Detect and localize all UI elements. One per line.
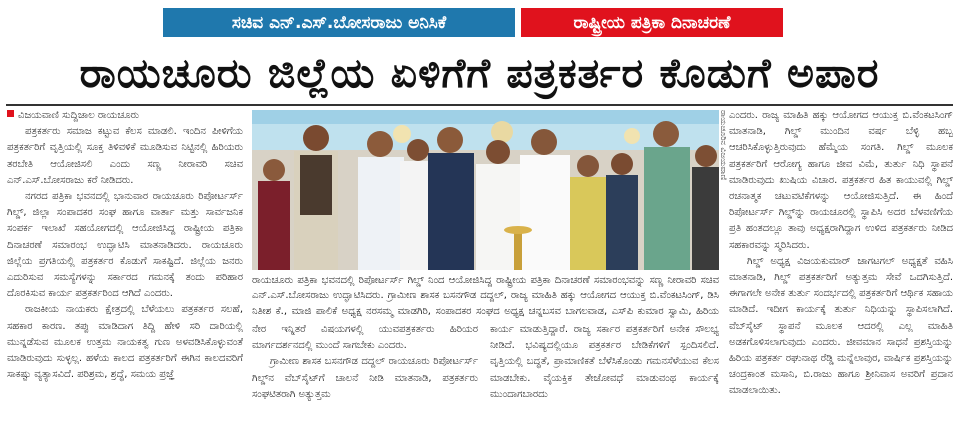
kicker-press-day <box>521 8 783 37</box>
article-paragraph: ನಗರದ ಪತ್ರಿಕಾ ಭವನದಲ್ಲಿ ಭಾನುವಾರ ರಾಯಚೂರು ರಿಪೋರ್ಟರ್ಸ್ ಗಿಲ್ಡ್, ಜಿಲ್ಲಾ ಸಂಪಾದಕರ ಸಂಘ ಹಾಗೂ ವಾರ್ತಾ ಮತ್ತು ಸಾರ್ವಜನಿಕ ಸಂಪರ್ಕ ಇಲಾಖೆ ಸಹಯೋಗದಲ್ಲಿ ಆಯೋಜಿಸಿದ್ದ ರಾಷ್ಟ್ರೀಯ ಪತ್ರಿಕಾ ದಿನಾಚರಣೆ ಸಮಾರಂಭ ಉದ್ಘಾಟಿಸಿ ಮಾತನಾಡಿದರು. ರಾಯಚೂರು ಜಿಲ್ಲೆಯ ಪ್ರಗತಿಯಲ್ಲಿ ಪತ್ರಕರ್ತರ ಕೊಡುಗೆ ಸಾಕಷ್ಟಿದೆ. ಜಿಲ್ಲೆಯ ಜನರು ಎದುರಿಸುವ ಸಮಸ್ಯೆಗಳನ್ನು ಸರ್ಕಾರದ ಗಮನಕ್ಕೆ ತಂದು ಪರಿಹಾರ ದೊರಕಿಸುವ ಕಾರ್ಯ ಪತ್ರಕರ್ತರಿಂದ ಆಗಿದೆ ಎಂದರು. <box>7 191 243 300</box>
article-paragraph: ರಾಜಕೀಯ ನಾಯಕರು ಕ್ಷೇತ್ರದಲ್ಲಿ ಬೆಳೆಯಲು ಪತ್ರಕರ್ತರ ಸಲಹೆ, ಸಹಕಾರ ಕಾರಣ. ತಪ್ಪು ಮಾಡಿದಾಗ ತಿದ್ದಿ ಹೇಳಿ ಸರಿ ದಾರಿಯಲ್ಲಿ ಮುನ್ನಡೆಸುವ ಮೂಲಕ ಉತ್ತಮ ನಾಯಕತ್ವ ಗುಣ ಅಳವಡಿಸಿಕೊಳ್ಳುವಂತೆ ಮಾಡಿರುವುದು ಸುಳ್ಳಲ್ಲ. ಹಳೆಯ ಕಾಲದ ಪತ್ರಕರ್ತರಿಗೆ ಈಗಿನ ಕಾಲದವರಿಗೆ ಸಾಕಷ್ಟು ವ್ಯತ್ಯಾಸವಿದೆ. ಪರಿಶ್ರಮ, ಶ್ರದ್ಧೆ, ಸಮಯ ಪ್ರಜ್ಞೆ <box>7 304 243 381</box>
event-photo-illustration <box>252 110 719 270</box>
kicker-left-label: ಸಚಿವ ಎನ್.ಎಸ್.ಬೋಸರಾಜು ಅನಿಸಿಕೆ <box>231 12 447 33</box>
article-column-left <box>7 108 243 418</box>
kicker-minister-opinion <box>163 8 515 37</box>
event-photo <box>252 110 719 270</box>
article-column-middle-right <box>490 322 719 418</box>
article-paragraph: ಕಾರ್ಯ ಮಾಡುತ್ತಿದ್ದಾರೆ. ರಾಜ್ಯ ಸರ್ಕಾರ ಪತ್ರಕರ್ತರಿಗೆ ಅನೇಕ ಸೌಲಭ್ಯ ನೀಡಿದೆ. ಭವಿಷ್ಯದಲ್ಲಿಯೂ ಪತ್ರಕರ್ತರ ಬೇಡಿಕೆಗಳಿಗೆ ಸ್ಪಂದಿಸಲಿದೆ. ವೃತ್ತಿಯಲ್ಲಿ ಬದ್ಧತೆ, ಪ್ರಾಮಾಣಿಕತೆ ಬೆಳೆಸಿಕೊಂಡು ಗಮನಸೆಳೆಯುವ ಕೆಲಸ ಮಾಡಬೇಕು. ವೈಯಕ್ತಿಕ ತೇಜೋವಧೆ ಮಾಡುವಂಥ ಕಾರ್ಯಕ್ಕೆ ಮುಂದಾಗಬಾರದು <box>490 324 719 400</box>
dateline: ವಿಜಯವಾಣಿ ಸುದ್ದಿಜಾಲ ರಾಯಚೂರು <box>18 110 140 121</box>
article-paragraph: ಎಂದರು. ರಾಜ್ಯ ಮಾಹಿತಿ ಹಕ್ಕು ಆಯೋಗದ ಆಯುಕ್ತ ಬಿ.ವೆಂಕಟಸಿಂಗ್ ಮಾತನಾಡಿ, ಗಿಲ್ಡ್ ಮುಂದಿನ ವರ್ಷ ಬೆಳ್ಳಿ ಹಬ್ಬ ಆಚರಿಸಿಕೊಳ್ಳುತ್ತಿರುವುದು ಹೆಮ್ಮೆಯ ಸಂಗತಿ. ಗಿಲ್ಡ್ ಮೂಲಕ ಪತ್ರಕರ್ತರಿಗೆ ಆರೋಗ್ಯ ಹಾಗೂ ಜೀವ ವಿಮೆ, ತುರ್ತು ನಿಧಿ ಸ್ಥಾಪನೆ ಮಾಡಿರುವುದು ಖುಷಿಯ ವಿಚಾರ. ಪತ್ರಕರ್ತರ ಹಿತ ಕಾಯುವಲ್ಲಿ ಗಿಲ್ಡ್ ರಚನಾತ್ಮಕ ಚಟುವಟಿಕೆಗಳನ್ನು ಆಯೋಜಿಸುತ್ತಿದೆ. ಈ ಹಿಂದೆ ರಿಪೋರ್ಟರ್ಸ್ ಗಿಲ್ಡ್‌ನ್ನು ರಾಯಚೂರಲ್ಲಿ ಸ್ಥಾಪಿಸಿ ಅದರ ಬೆಳವಣಿಗೆಯ ಪ್ರತಿ ಹಂತದಲ್ಲೂ ತಾವು ಅಧ್ಯಕ್ಷರಾಗಿದ್ದಾಗ ಉಳಿದ ಪತ್ರಕರ್ತರು ನೀಡಿದ ಸಹಕಾರವನ್ನು ಸ್ಮರಿಸಿದರು. <box>729 110 953 251</box>
photo-credit: ರಾಯಚೂರಿನ ವಿಜಯವಾಣಿ <box>719 110 728 181</box>
photo-caption: ರಾಯಚೂರು ಪತ್ರಿಕಾ ಭವನದಲ್ಲಿ ರಿಪೋರ್ಟರ್ಸ್ ಗಿಲ್ಡ್ ನಿಂದ ಆಯೋಜಿಸಿದ್ದ ರಾಷ್ಟ್ರೀಯ ಪತ್ರಿಕಾ ದಿನಾಚರಣೆ ಸಮಾರಂಭವನ್ನು ಸಣ್ಣ ನೀರಾವರಿ ಸಚಿವ ಎನ್.ಎಸ್.ಬೋಸರಾಜು ಉದ್ಘಾಟಿಸಿದರು. ಗ್ರಾಮೀಣ ಶಾಸಕ ಬಸನಗೌಡ ದದ್ದಲ್, ರಾಜ್ಯ ಮಾಹಿತಿ ಹಕ್ಕು ಆಯೋಗದ ಆಯುಕ್ತ ಬಿ.ವೆಂಕಟಸಿಂಗ್, ಡಿಸಿ ನಿತೀಶ ಕೆ., ಮಾಜಿ ಪಾಲಿಕೆ ಅಧ್ಯಕ್ಷ ನರಸಮ್ಮ ಮಾಡಗಿರಿ, ಸಂಪಾದಕರ ಸಂಘದ ಅಧ್ಯಕ್ಷ ಚನ್ನಬಸವ ಬಾಗಲವಾಡ, ಎಸ್‌ಪಿ ಕುಮಾರ ಸ್ವಾಮಿ, ಹಿರಿಯ <box>252 275 719 317</box>
article-column-middle-left <box>252 322 478 418</box>
dateline-marker-icon <box>7 110 14 117</box>
article-paragraph: ಗಿಲ್ಡ್ ಅಧ್ಯಕ್ಷ ವಿಜಯಕುಮಾರ್ ಜಾಗಟಗಲ್ ಅಧ್ಯಕ್ಷತೆ ವಹಿಸಿ ಮಾತನಾಡಿ, ಗಿಲ್ಡ್ ಪತ್ರಕರ್ತರಿಗೆ ಅತ್ಯುತ್ತಮ ಸೇವೆ ಒದಗಿಸುತ್ತಿದೆ. ಈಗಾಗಲೇ ಅನೇಕ ತುರ್ತು ಸಂದರ್ಭದಲ್ಲಿ ಪತ್ರಕರ್ತರಿಗೆ ಆರ್ಥಿಕ ಸಹಾಯ ಮಾಡಿದೆ. ಇದೀಗ ಕಾರ್ಯಕ್ಕೆ ತುರ್ತು ನಿಧಿಯನ್ನು ಸ್ಥಾಪಿಸಲಾಗಿದೆ. ವೆಬ್‌ಸೈಟ್ ಸ್ಥಾಪನೆ ಮೂಲಕ ಆದರಲ್ಲಿ ಎಲ್ಲ ಮಾಹಿತಿ ಅಡಕಗೊಳಿಸಲಾಗುವುದು ಎಂದರು. ಜೀವಮಾನ ಸಾಧನೆ ಪ್ರಶಸ್ತಿಯನ್ನು ಹಿರಿಯ ಪತ್ರಕರ್ತ ರಘುನಾಥ ರೆಡ್ಡಿ ಮನ್ನೆಲಾವುರ, ವಾರ್ಷಿಕ ಪ್ರಶಸ್ತಿಯನ್ನು ಚಂದ್ರಕಾಂತ ಮಸಾನಿ, ಬಿ.ರಾಜು ಹಾಗೂ ಶ್ರೀನಿವಾಸ ಅವರಿಗೆ ಪ್ರದಾನ ಮಾಡಲಾಯಿತು. <box>729 255 953 397</box>
headline-rule <box>6 104 953 106</box>
article-paragraph: ನೇರ ಇನ್ನಿತರೆ ವಿಷಯಗಳಲ್ಲಿ ಯುವಪತ್ರಕರ್ತರು ಹಿರಿಯರ ಮಾರ್ಗದರ್ಶನದಲ್ಲಿ ಮುಂದೆ ಸಾಗಬೇಕು ಎಂದರು. <box>252 324 478 352</box>
headline: ರಾಯಚೂರು ಜಿಲ್ಲೆಯ ಏಳಿಗೆಗೆ ಪತ್ರಕರ್ತರ ಕೊಡುಗೆ ಅಪಾರ <box>79 48 880 97</box>
dateline-paragraph <box>7 108 243 124</box>
kicker-right-label: ರಾಷ್ಟ್ರೀಯ ಪತ್ರಿಕಾ ದಿನಾಚರಣೆ <box>573 12 731 33</box>
article-paragraph: ಗ್ರಾಮೀಣ ಶಾಸಕ ಬಸನಗೌಡ ದದ್ದಲ್ ರಾಯಚೂರು ರಿಪೋರ್ಟರ್ಸ್ ಗಿಲ್ಡ್‌ನ ವೆಬ್‌ಸೈಟ್‌ಗೆ ಚಾಲನೆ ನೀಡಿ ಮಾತನಾಡಿ, ಪತ್ರಕರ್ತರು ಸಂಘಟಿತರಾಗಿ ಅತ್ಯುತ್ತಮ <box>252 356 478 400</box>
article-column-right <box>729 108 953 418</box>
article-paragraph: ಪತ್ರಕರ್ತರು ಸಮಾಜ ಕಟ್ಟುವ ಕೆಲಸ ಮಾಡಲಿ. ಇಂದಿನ ಪೀಳಿಗೆಯ ಪತ್ರಕರ್ತರಿಗೆ ವೃತ್ತಿಯಲ್ಲಿ ಸೂಕ್ತ ತಿಳಿವಳಿಕೆ ಮೂಡಿಸುವ ನಿಟ್ಟಿನಲ್ಲಿ ಹಿರಿಯರು ತರಬೇತಿ ಆಯೋಜಿಸಲಿ ಎಂದು ಸಣ್ಣ ನೀರಾವರಿ ಸಚಿವ ಎನ್.ಎಸ್.ಬೋಸರಾಜು ಕರೆ ನೀಡಿದರು. <box>7 126 243 186</box>
